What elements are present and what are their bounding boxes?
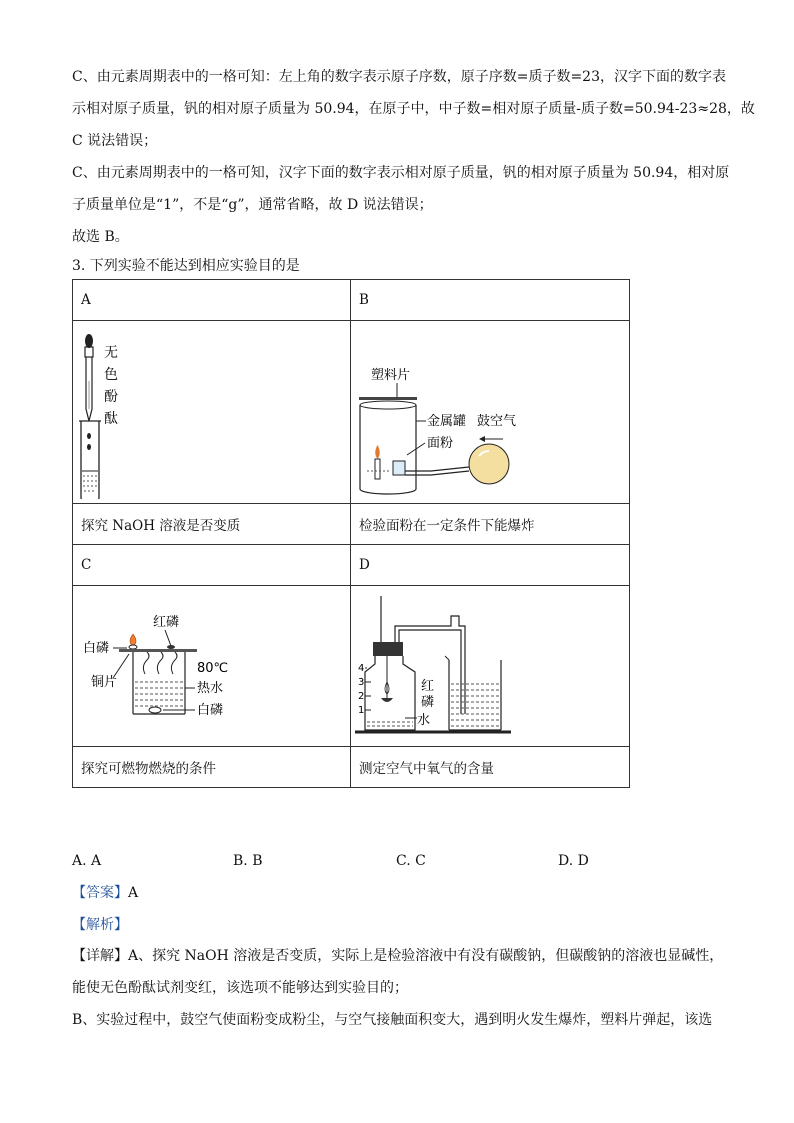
figure-b (351, 321, 630, 504)
label-copper: 铜片 (91, 675, 118, 690)
detail-line2: 能使无色酚酞试剂变红，该选项不能够达到实验目的； (72, 980, 408, 996)
paragraph-choose: 故选 B。 (72, 229, 129, 245)
label-red-p-1: 红 (421, 679, 435, 694)
dropper-label-3: 酚 (104, 389, 118, 405)
detail-line3: B、实验过程中，鼓空气使面粉变成粉尘，与空气接触面积变大，遇到明火发生爆炸，塑料片弹起，该选 (72, 1012, 713, 1028)
paragraph-c1-line1: C、由元素周期表中的一格可知：左上角的数字表示原子序数，原子序数=质子数=23，汉字下面的数字表 (72, 69, 726, 85)
label-hot-water: 热水 (197, 681, 224, 696)
question-stem: 3. 下列实验不能达到相应实验目的是 (72, 258, 300, 274)
label-can: 金属罐 (427, 414, 467, 429)
option-d: D. D (558, 853, 589, 869)
paragraph-c2-line1: C、由元素周期表中的一格可知，汉字下面的数字表示相对原子质量，钒的相对原子质量为 50.94，相对原 (72, 165, 730, 181)
cell-b-caption: 检验面粉在一定条件下能爆炸 (351, 504, 630, 545)
experiment-table (72, 279, 630, 788)
cell-b-label: B (351, 280, 630, 321)
answer-line (72, 885, 722, 901)
figure-d (351, 586, 630, 747)
option-a: A. A (72, 853, 102, 869)
cell-a-caption: 探究 NaOH 溶液是否变质 (73, 504, 351, 545)
mark-1: 1 (358, 705, 365, 716)
mark-4: 4 (358, 663, 365, 674)
label-white-p2: 白磷 (197, 703, 224, 718)
label-flour: 面粉 (427, 436, 454, 451)
cell-a-label: A (73, 280, 351, 321)
cell-d-caption: 测定空气中氧气的含量 (351, 747, 630, 788)
test-tube-dropper-diagram (73, 321, 350, 499)
dropper-label-1: 无 (104, 345, 118, 361)
detail-line1 (72, 948, 722, 964)
option-b: B. B (233, 853, 263, 869)
combustion-conditions-diagram (73, 586, 350, 742)
answer-value: A (128, 885, 139, 901)
paragraph-c1-line3: C 说法错误； (72, 133, 158, 149)
analysis-label: 【解析】 (72, 917, 128, 933)
figure-c (73, 586, 351, 747)
label-water: 水 (417, 713, 431, 728)
paragraph-c2-line2: 子质量单位是“1”，不是“g”，通常省略，故 D 说法错误； (72, 197, 433, 213)
figure-a (73, 321, 351, 504)
detail-text1: A、探究 NaOH 溶液是否变质，实际上是检验溶液中有没有碳酸钠，但碳酸钠的溶液也显碱性， (128, 948, 724, 964)
analysis-line (72, 917, 722, 933)
cell-c-caption: 探究可燃物燃烧的条件 (73, 747, 351, 788)
detail-label: 【详解】 (72, 948, 128, 964)
label-plastic: 塑料片 (371, 368, 411, 383)
mark-2: 2 (358, 691, 365, 702)
dropper-label-2: 色 (104, 367, 118, 383)
cell-d-label: D (351, 545, 630, 586)
label-red-p: 红磷 (153, 615, 180, 630)
label-air: 鼓空气 (477, 414, 517, 429)
label-white-p: 白磷 (83, 641, 110, 656)
option-c: C. C (396, 853, 426, 869)
paragraph-c1-line2: 示相对原子质量，钒的相对原子质量为 50.94，在原子中，中子数=相对原子质量-质子数=50.94-23≈28，故 (72, 101, 755, 117)
answer-label: 【答案】 (72, 885, 128, 901)
oxygen-content-diagram (351, 586, 629, 742)
cell-c-label: C (73, 545, 351, 586)
dropper-label-4: 酞 (104, 411, 118, 427)
label-temp: 80℃ (197, 661, 229, 676)
mark-3: 3 (358, 677, 365, 688)
label-red-p-2: 磷 (421, 695, 435, 710)
flour-explosion-diagram (351, 321, 629, 499)
